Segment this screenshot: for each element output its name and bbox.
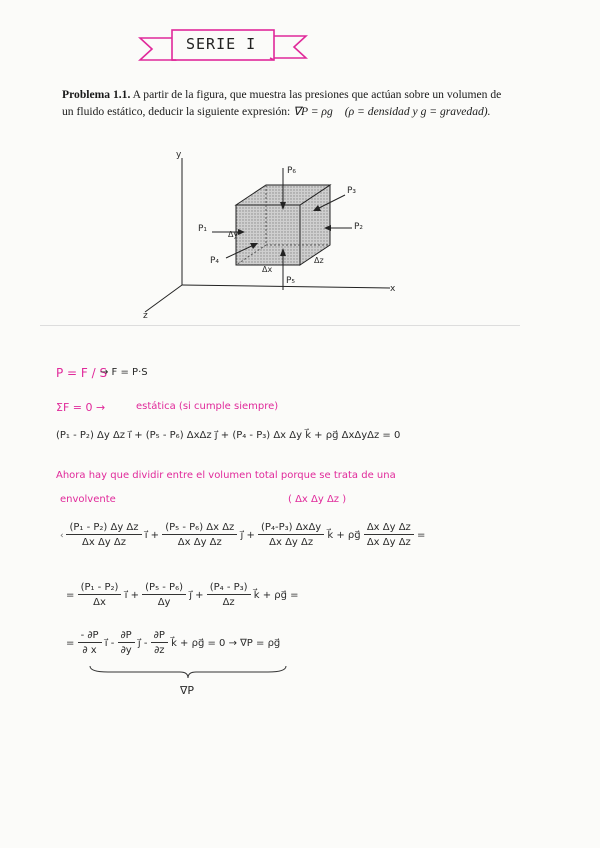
- divider-line: [40, 325, 520, 326]
- label-dy: Δy: [228, 230, 239, 239]
- problem-label: Problema 1.1.: [62, 88, 131, 101]
- note-envelope: envolvente: [60, 494, 116, 505]
- nabla-p: ∇P: [180, 684, 194, 697]
- note-sum-forces: ΣF = 0 →: [56, 401, 106, 414]
- banner-title: SERIE I: [186, 35, 257, 53]
- label-dx: Δx: [262, 265, 273, 274]
- label-p2: P₂: [354, 222, 364, 232]
- problem-formula: ∇P = ρg⃗: [293, 105, 342, 118]
- label-p6: P₆: [287, 166, 297, 176]
- eq-line-1: ‹ $\frac{\text{(P₁ - P₂) Δy Δz}}{\text{Δx Δy Δz}}$ i⃗ + $\frac{\text{(P₅ - P₆) Δx Δz}}{\text{Δx Δy Δz}}$ j⃗ + $\frac{\text{(P₄-P₃) ΔxΔy}}{\text{Δx Δy Δz}}$ k⃗ + ρg⃗ $\frac{\text{Δx Δy Δz}}{\text{Δx Δy Δz}}$ =: [60, 522, 426, 548]
- pressure-cube-figure: [140, 150, 410, 320]
- label-p4: P₄: [210, 256, 220, 266]
- axis-y-label: y: [176, 150, 182, 160]
- label-p3: P₃: [347, 186, 357, 196]
- label-dz: Δz: [314, 256, 324, 265]
- eq-line-2: = $\frac{\text{(P₁ - P₂)}}{\Delta x}$ i⃗ + $\frac{\text{(P₅ - P₆)}}{\Delta y}$ j⃗ + $\frac{\text{(P₄ - P₃)}}{\Delta z}$ k⃗ + ρg⃗ =: [66, 582, 299, 608]
- problem-statement: [62, 86, 514, 120]
- axis-z-label: z: [143, 311, 148, 321]
- note-force-def: → F = P·S: [100, 367, 148, 378]
- label-p1: P₁: [198, 224, 208, 234]
- note-static: estática (si cumple siempre): [136, 401, 279, 412]
- axis-x-label: x: [390, 284, 396, 294]
- note-force-balance: (P₁ - P₂) Δy Δz i⃗ + (P₅ - P₆) ΔxΔz j⃗ + (P₄ - P₃) Δx Δy k⃗ + ρg⃗ ΔxΔyΔz = 0: [56, 430, 401, 441]
- underbrace: [88, 664, 288, 680]
- problem-text: A partir de la figura, que muestra las presiones que actúan sobre un volumen de un fluido estático, deducir la siguiente expresión:: [62, 88, 502, 118]
- eq-line-3: = $\frac{- \partial P}{\partial x}$ i⃗ - $\frac{\partial P}{\partial y}$ j⃗ - $\frac{\partial P}{\partial z}$ k⃗ + ρg⃗ = 0 → ∇P = ρg⃗: [66, 630, 281, 656]
- problem-note: (ρ = densidad y g = gravedad).: [344, 105, 491, 118]
- note-divide-volume: Ahora hay que dividir entre el volumen total porque se trata de una: [56, 470, 396, 481]
- note-volume: ( Δx Δy Δz ): [288, 494, 347, 505]
- note-pressure-def: P = F / S: [56, 366, 108, 380]
- label-p5: P₅: [286, 276, 296, 286]
